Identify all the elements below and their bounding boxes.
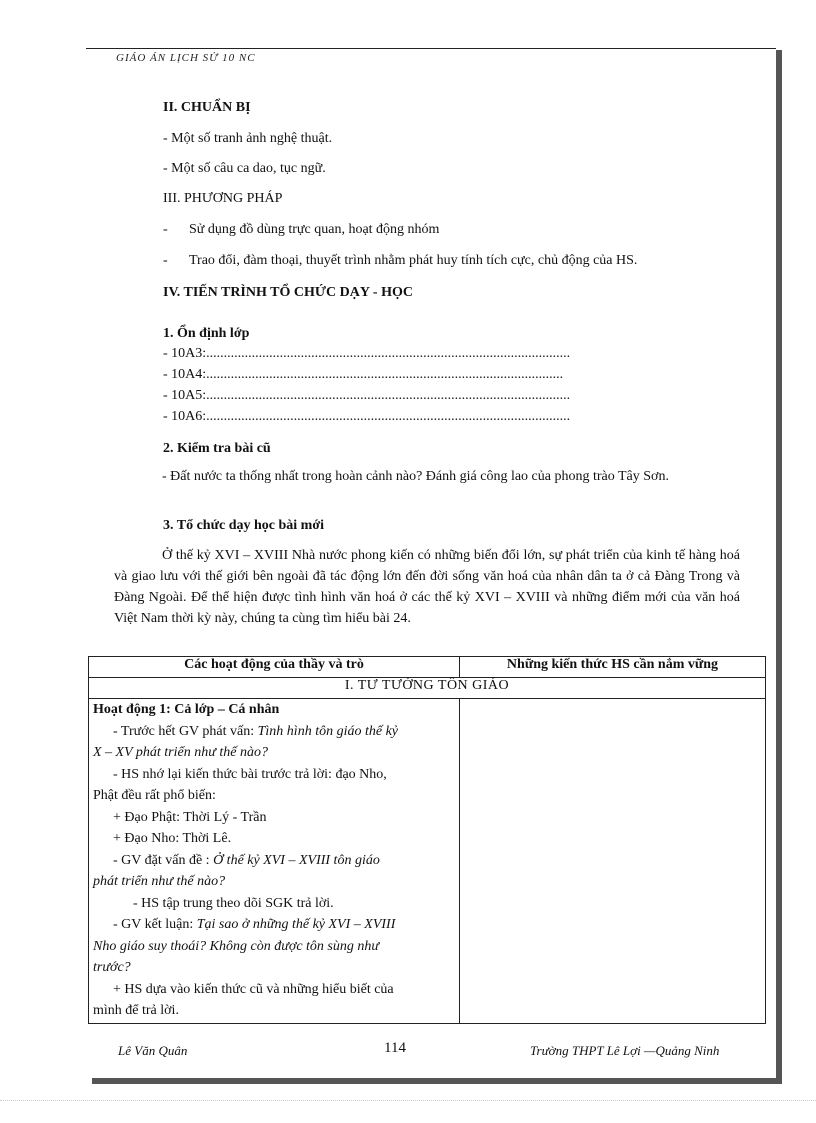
activities-cell bbox=[89, 699, 460, 1024]
activity-line: Phật đều rất phổ biến: bbox=[93, 788, 216, 803]
activity-line: Tình hình tôn giáo thế kỷ bbox=[257, 723, 399, 739]
review-heading: 2. Kiểm tra bài cũ bbox=[163, 441, 271, 456]
activity-line: - HS nhớ lại kiến thức bài trước trả lời: đạo Nho, bbox=[113, 766, 387, 782]
stabilize-heading: 1. Ổn định lớp bbox=[163, 326, 250, 341]
section-heading: I. TƯ TƯỞNG TÔN GIÁO bbox=[89, 678, 766, 699]
activity-line: - GV kết luận: bbox=[113, 917, 197, 932]
footer-page-number: 114 bbox=[384, 1040, 406, 1056]
footer-school: Trường THPT Lê Lợi —Quảng Ninh bbox=[530, 1043, 720, 1058]
col1-header: Các hoạt động của thầy và trò bbox=[89, 657, 460, 678]
prep-heading: II. CHUẨN BỊ bbox=[163, 100, 251, 115]
prep-item: - Một số tranh ảnh nghệ thuật. bbox=[163, 131, 333, 146]
activity-line: X – XV phát triển như thế nào? bbox=[93, 745, 268, 760]
newlesson-intro: Ở thế kỷ XVI – XVIII Nhà nước phong kiến có những biến đổi lớn, sự phát triển của kinh tế hàng hoá và giao lưu với thế giới bên ngoài đã tác động lớn đến đời sống văn hoá của nhân dân ta ở cả Đàng Trong và Đàng Ngoài. Để thể hiện được tình hình văn hoá ở các thế kỷ XVI – XVIII và những điểm mới của văn hoá Việt Nam thời kỳ này, chúng ta cùng tìm hiểu bài 24. bbox=[114, 548, 740, 626]
activity-line: trước? bbox=[93, 960, 131, 975]
method-item: Sử dụng đồ dùng trực quan, hoạt động nhóm bbox=[189, 222, 440, 237]
method-bullet: - bbox=[163, 222, 168, 237]
method-bullet: - bbox=[163, 253, 168, 268]
method-heading: III. PHƯƠNG PHÁP bbox=[163, 191, 283, 206]
page-header-title: GIÁO ÁN LỊCH SỬ 10 NC bbox=[116, 52, 256, 64]
class-line: - 10A4:...................................................................................................... bbox=[163, 367, 564, 382]
review-question: - Đất nước ta thống nhất trong hoàn cảnh nào? Đánh giá công lao của phong trào Tây Sơn. bbox=[162, 469, 669, 484]
activity-line: + Đạo Phật: Thời Lý - Trần bbox=[113, 809, 267, 825]
bottom-divider bbox=[0, 1100, 816, 1102]
class-line: - 10A6:........................................................................................................ bbox=[163, 409, 571, 424]
newlesson-heading: 3. Tổ chức dạy học bài mới bbox=[163, 518, 324, 533]
method-item: Trao đổi, đàm thoại, thuyết trình nhằm phát huy tính tích cực, chủ động của HS. bbox=[189, 253, 638, 268]
activity-line: - GV đặt vấn đề : bbox=[113, 852, 214, 868]
activity-line: - HS tập trung theo dõi SGK trả lời. bbox=[133, 895, 334, 911]
activity-line: + HS dựa vào kiến thức cũ và những hiểu biết của bbox=[113, 981, 394, 997]
activity-line: + Đạo Nho: Thời Lê. bbox=[113, 831, 232, 846]
activity-line: Tại sao ở những thế kỷ XVI – XVIII bbox=[196, 917, 396, 932]
activity-line: - Trước hết GV phát vấn: bbox=[113, 723, 258, 739]
col2-header: Những kiến thức HS cần nắm vững bbox=[460, 657, 766, 678]
page-shadow-bottom bbox=[92, 1078, 782, 1084]
activity-line: mình để trả lời. bbox=[93, 1003, 179, 1018]
process-heading: IV. TIẾN TRÌNH TỔ CHỨC DẠY - HỌC bbox=[163, 285, 413, 300]
footer-author: Lê Văn Quân bbox=[118, 1043, 188, 1058]
lesson-table bbox=[88, 656, 766, 1024]
activity-line: phát triển như thế nào? bbox=[93, 874, 226, 889]
knowledge-cell bbox=[460, 699, 766, 1024]
activity-line: Nho giáo suy thoái? Không còn được tôn sùng như bbox=[93, 938, 380, 954]
activity-title: Hoạt động 1: Cả lớp – Cá nhân bbox=[93, 702, 280, 717]
page-shadow-right bbox=[776, 50, 782, 1080]
prep-item: - Một số câu ca dao, tục ngữ. bbox=[163, 161, 326, 176]
activity-line: Ở thế kỷ XVI – XVIII tôn giáo bbox=[213, 852, 380, 868]
class-line: - 10A3:........................................................................................................ bbox=[163, 346, 571, 361]
class-line: - 10A5:........................................................................................................ bbox=[163, 388, 571, 403]
